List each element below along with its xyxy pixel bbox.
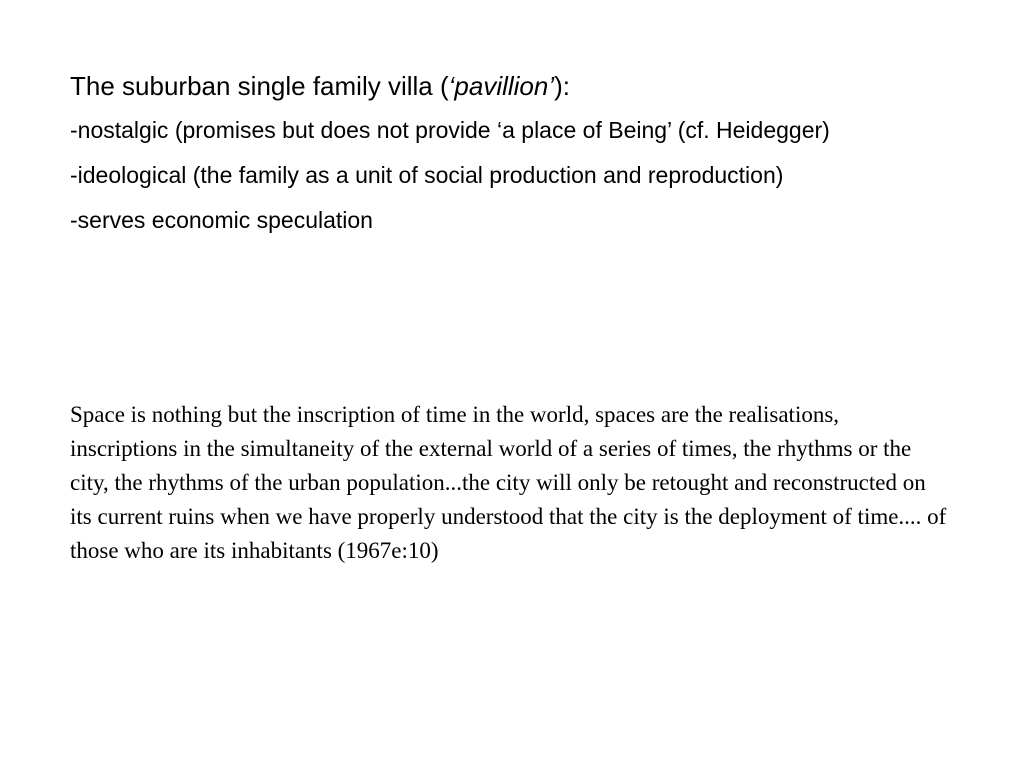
bullet-list	[70, 68, 950, 249]
bullet-speculation: -serves economic speculation	[70, 207, 373, 233]
heading-prefix: The suburban single family villa (	[70, 71, 449, 101]
quote-paragraph: Space is nothing but the inscription of time in the world, spaces are the realisations, inscriptions in the simultaneity of the external world of a series of times, the rhythms or the city, the rhythms of the urban population...the city will only be retought and reconstructed on its current ruins when we have properly understood that the city is the deployment of time.... of those who are its inhabitants (1967e:10)	[70, 402, 947, 563]
heading-suffix: ):	[554, 71, 571, 101]
slide-heading	[70, 68, 950, 104]
heading-term: ‘pavillion’	[448, 71, 555, 101]
bullet-nostalgic: -nostalgic (promises but does not provide ‘a place of Being’ (cf. Heidegger)	[70, 117, 830, 143]
bullet-ideological: -ideological (the family as a unit of social production and reproduction)	[70, 162, 784, 188]
